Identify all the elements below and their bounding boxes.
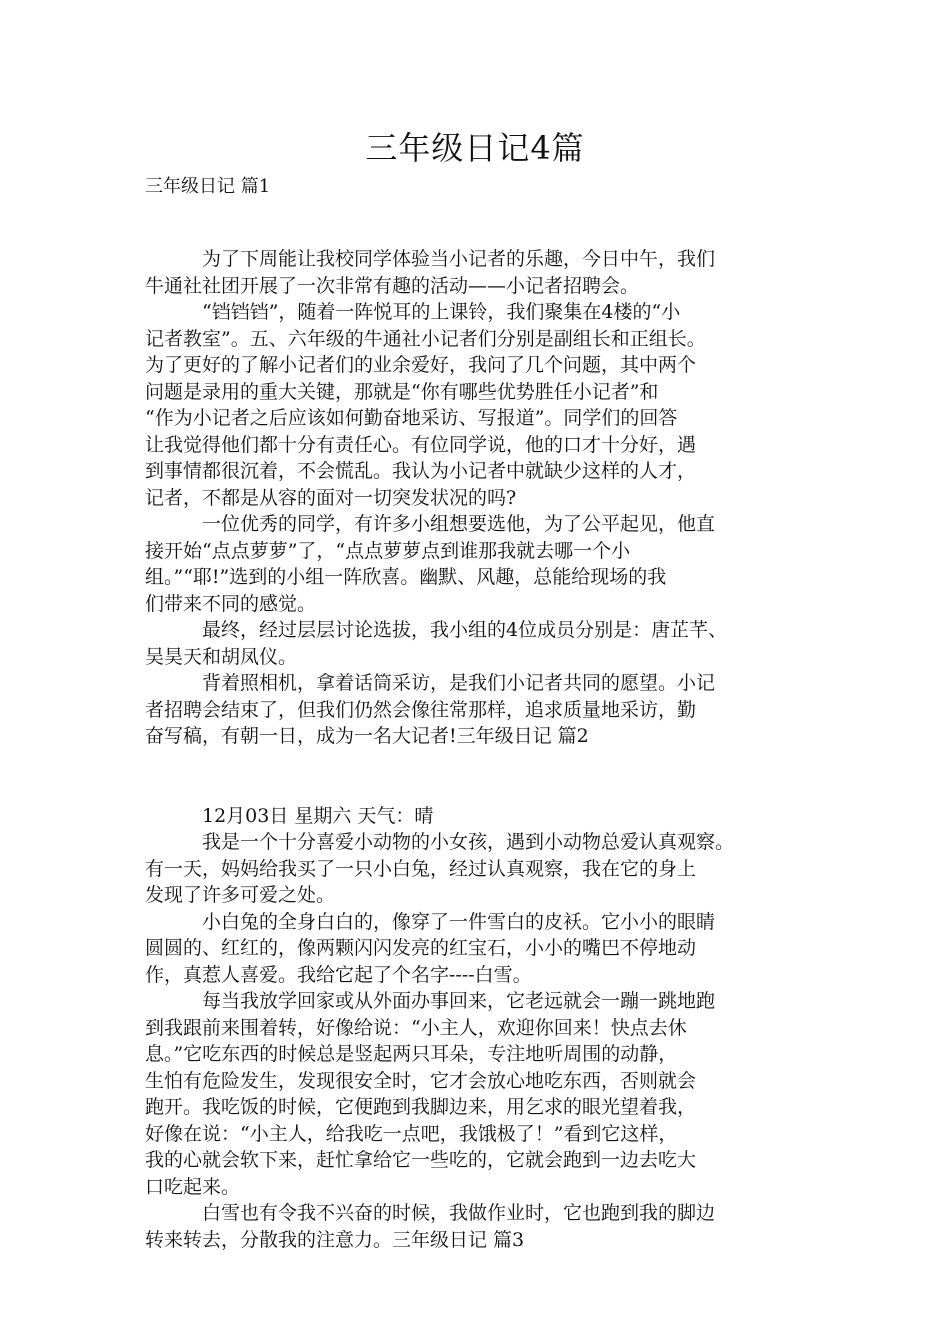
text-line: 我的心就会软下来，赶忙拿给它一些吃的，它就会跑到一边去吃大 [145, 1149, 697, 1171]
document-title: 三年级日记4篇 [365, 129, 585, 167]
text-line: 有一天，妈妈给我买了一只小白兔，经过认真观察，我在它的身上 [145, 857, 697, 880]
text-line: 小白兔的全身白白的，像穿了一件雪白的皮袄。它小小的眼睛 [202, 910, 716, 933]
section-heading-1: 三年级日记 篇1 [145, 176, 271, 197]
text-line: 奋写稿，有朝一日，成为一名大记者!三年级日记 篇2 [145, 725, 589, 747]
text-line: 牛通社社团开展了一次非常有趣的活动——小记者招聘会。 [145, 274, 640, 297]
text-line: 接开始“点点萝萝”了，“点点萝萝点到谁那我就去哪一个小 [145, 539, 631, 562]
text-line: 好像在说：“小主人，给我吃一点吧，我饿极了！”看到它这样， [145, 1122, 678, 1145]
text-line: 我是一个十分喜爱小动物的小女孩，遇到小动物总爱认真观察。 [202, 831, 735, 853]
text-line: 问题是录用的重大关键，那就是“你有哪些优势胜任小记者”和 [145, 380, 659, 403]
text-line: 转来转去，分散我的注意力。三年级日记 篇3 [145, 1228, 525, 1251]
text-line: 让我觉得他们都十分有责任心。有位同学说，他的口才十分好，遇 [145, 433, 697, 456]
text-line: 作，真惹人喜爱。我给它起了个名字----白雪。 [145, 963, 532, 986]
text-line: 息。”它吃东西的时候总是竖起两只耳朵，专注地听周围的动静， [145, 1043, 678, 1065]
text-line: 圆圆的、红红的，像两颗闪闪发亮的红宝石，小小的嘴巴不停地动 [145, 937, 697, 959]
text-line: 到我跟前来围着转，好像给说：“小主人，欢迎你回来！快点去休 [145, 1016, 687, 1039]
text-line: 发现了许多可爱之处。 [145, 884, 336, 906]
text-line: 每当我放学回家或从外面办事回来，它老远就会一蹦一跳地跑 [202, 990, 716, 1012]
text-line: 为了下周能让我校同学体验当小记者的乐趣，今日中午，我们 [202, 248, 716, 270]
text-line: 记者教室”。五、六年级的牛通社小记者们分别是副组长和正组长。 [145, 327, 706, 350]
text-line: “铛铛铛”，随着一阵悦耳的上课铃，我们聚集在4楼的“小 [202, 301, 681, 323]
text-line: 口吃起来。 [145, 1175, 241, 1198]
text-line: “作为小记者之后应该如何勤奋地采访、写报道”。同学们的回答 [145, 407, 678, 429]
document-body [145, 246, 810, 1253]
text-line: 记者，不都是从容的面对一切突发状况的吗? [145, 486, 517, 509]
text-line: 到事情都很沉着，不会慌乱。我认为小记者中就缺少这样的人才， [145, 460, 697, 482]
text-line: 一位优秀的同学，有许多小组想要选他，为了公平起见，他直 [202, 513, 716, 535]
text-line: 者招聘会结束了，但我们仍然会像往常那样，追求质量地采访，勤 [145, 698, 697, 721]
text-line: 生怕有危险发生，发现很安全时，它才会放心地吃东西，否则就会 [145, 1069, 697, 1092]
text-line: 12月03日 星期六 天气：晴 [202, 804, 434, 827]
text-line: 组。”“耶!”选到的小组一阵欣喜。幽默、风趣，总能给现场的我 [145, 566, 667, 588]
text-line: 吴昊天和胡凤仪。 [145, 645, 298, 668]
text-line: 们带来不同的感觉。 [145, 592, 317, 615]
blank-spacer [145, 750, 810, 803]
text-line: 背着照相机，拿着话筒采访，是我们小记者共同的愿望。小记 [202, 672, 716, 694]
text-line: 为了更好的了解小记者们的业余爱好，我问了几个问题，其中两个 [145, 354, 697, 376]
text-line: 跑开。我吃饭的时候，它便跑到我脚边来，用乞求的眼光望着我， [145, 1096, 697, 1118]
text-line: 最终，经过层层讨论选拔，我小组的4位成员分别是：唐芷芊、 [202, 619, 728, 641]
text-line: 白雪也有令我不兴奋的时候，我做作业时，它也跑到我的脚边 [202, 1202, 716, 1224]
